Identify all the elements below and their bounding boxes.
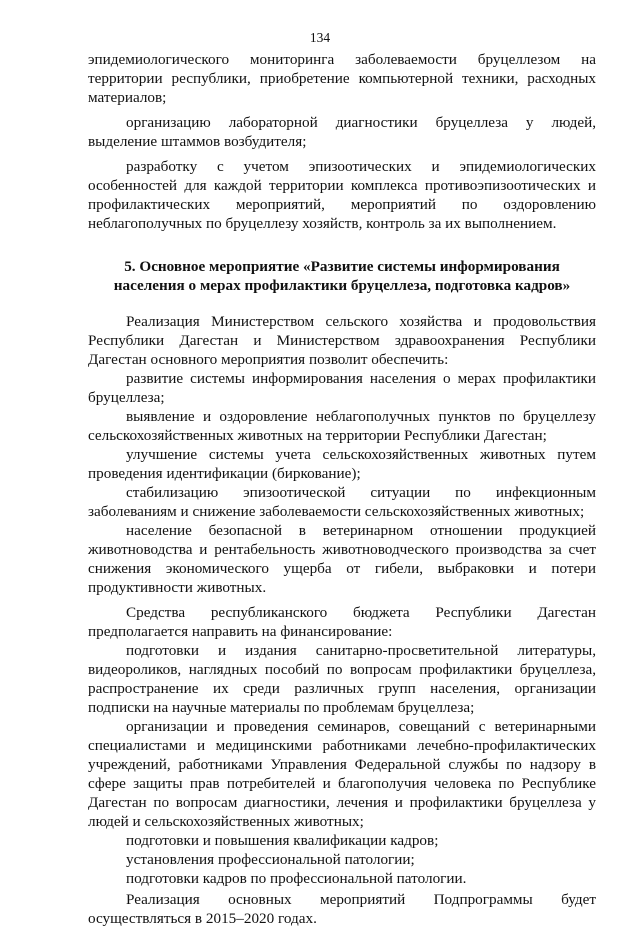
section-heading: 5. Основное мероприятие «Развитие системы информирования населения о мерах профилактики бруцеллеза, подготовка кадров» [113, 258, 571, 294]
paragraph: разработку с учетом эпизоотических и эпидемиологических особенностей для каждой территории комплекса противоэпизоотических и профилактических мероприятий, мероприятий по оздоровлению неблагополучных по бруцеллезу хозяйств, контроль за их выполнением. [88, 158, 596, 232]
paragraph: население безопасной в ветеринарном отношении продукцией животноводства и рентабельность животноводческого производства за счет снижения экономического ущерба от гибели, выбраковки и потери продуктивности животных. [88, 522, 596, 596]
paragraph: выявление и оздоровление неблагополучных пунктов по бруцеллезу сельскохозяйственных животных на территории Республики Дагестан; [88, 408, 596, 444]
paragraph: стабилизацию эпизоотической ситуации по инфекционным заболеваниям и снижение заболеваемости сельскохозяйственных животных; [88, 484, 596, 520]
paragraph: организации и проведения семинаров, совещаний с ветеринарными специалистами и медицинскими работниками лечебно-профилактических учреждений, работниками Управления Федеральной службы по надзору в сфере защиты прав потребителей и благополучия человека по Республике Дагестан по вопросам диагностики, лечения и профилактики бруцеллеза у людей и сельскохозяйственных животных; [88, 718, 596, 830]
paragraph: подготовки и повышения квалификации кадров; [126, 832, 439, 849]
page-body [88, 50, 596, 928]
page-number: 134 [309, 30, 331, 45]
paragraph: организацию лабораторной диагностики бруцеллеза у людей, выделение штаммов возбудителя; [88, 114, 596, 150]
paragraph: подготовки кадров по профессиональной патологии. [126, 870, 467, 887]
paragraph: подготовки и издания санитарно-просветительной литературы, видеороликов, наглядных пособий по вопросам профилактики бруцеллеза, распространение их среди различных групп населения, организации подписки на научные материалы по проблемам бруцеллеза; [88, 642, 596, 716]
paragraph: Реализация основных мероприятий Подпрограммы будет осуществляться в 2015–2020 годах. [88, 891, 596, 927]
paragraph: Реализация Министерством сельского хозяйства и продовольствия Республики Дагестан и Министерством здравоохранения Республики Дагестан основного мероприятия позволит обеспечить: [88, 313, 596, 368]
paragraph: установления профессиональной патологии; [126, 851, 415, 868]
paragraph: Средства республиканского бюджета Республики Дагестан предполагается направить на финансирование: [88, 604, 596, 640]
paragraph: улучшение системы учета сельскохозяйственных животных путем проведения идентификации (биркование); [88, 446, 596, 482]
paragraph: эпидемиологического мониторинга заболеваемости бруцеллезом на территории республики, приобретение компьютерной техники, расходных материалов; [88, 51, 596, 106]
paragraph: развитие системы информирования населения о мерах профилактики бруцеллеза; [88, 370, 596, 406]
